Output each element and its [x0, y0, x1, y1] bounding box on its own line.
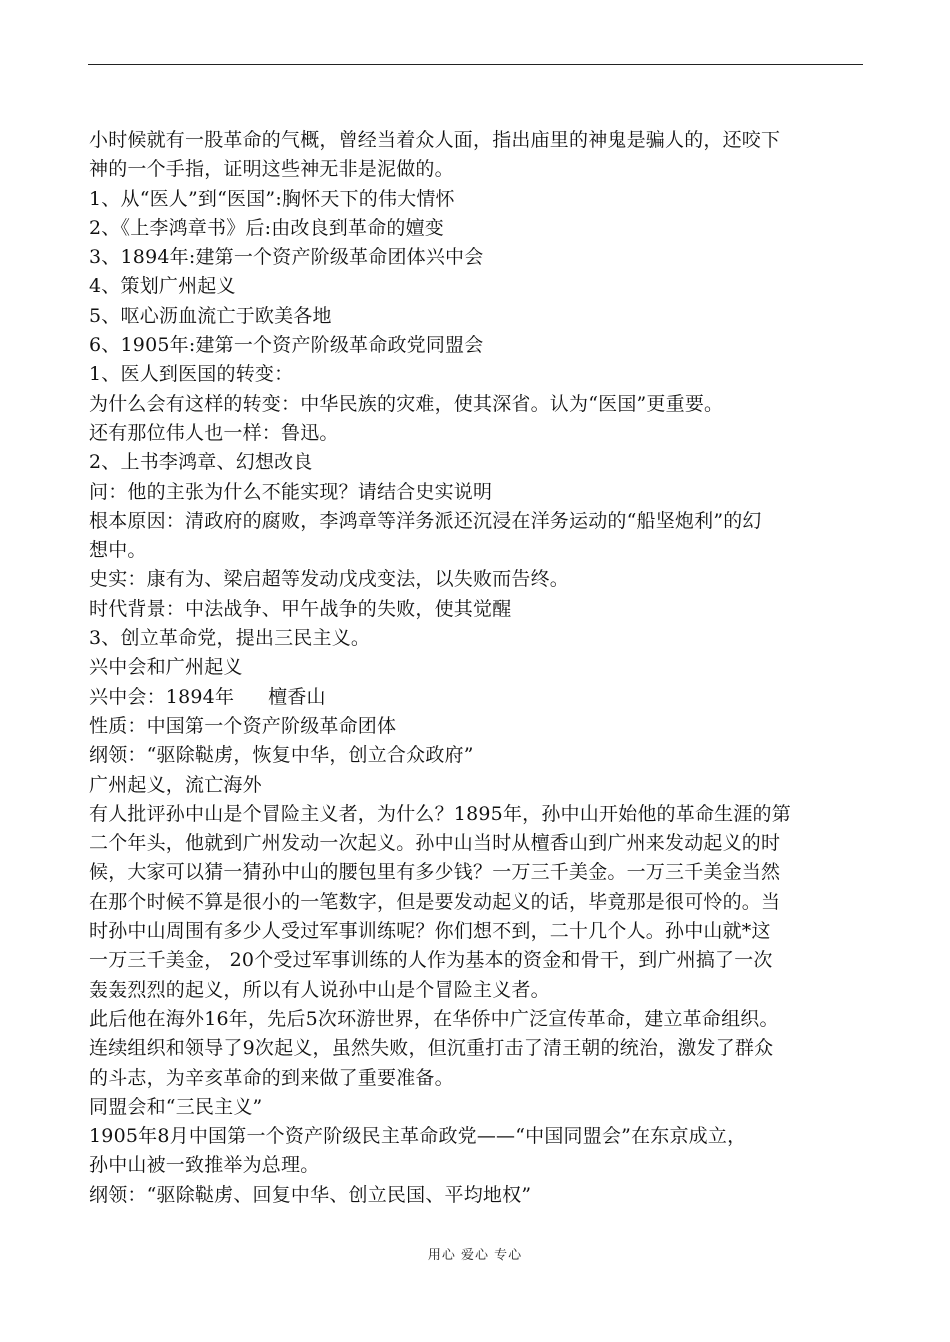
text-line: 同盟会和“三民主义” [89, 1095, 263, 1118]
text-line: 有人批评孙中山是个冒险主义者，为什么？1895年，孙中山开始他的革命生涯的第 [89, 802, 791, 825]
text-line: 史实：康有为、梁启超等发动戊戌变法，以失败而告终。 [89, 568, 570, 591]
text-line: 此后他在海外16年，先后5次环游世界，在华侨中广泛宣传革命，建立革命组织。 [89, 1007, 779, 1030]
text-line: 小时候就有一股革命的气概，曾经当着众人面，指出庙里的神鬼是骗人的，还咬下 [89, 129, 781, 151]
page-footer: 用心 爱心 专心 [427, 1248, 523, 1263]
xingzhonghui-label: 兴中会：1894年 [89, 685, 235, 708]
text-line: 根本原因：清政府的腐败，李鸿章等洋务派还沉浸在洋务运动的“船坚炮利”的幻 [89, 509, 762, 532]
text-line: 1、医人到医国的转变： [89, 363, 294, 386]
text-line: 还有那位伟人也一样：鲁迅。 [89, 421, 339, 444]
text-line: 2、上书李鸿章、幻想改良 [89, 451, 313, 474]
text-line: 3、创立革命党，提出三民主义。 [89, 627, 371, 650]
text-line: 纲领：“驱除鞑虏、回复中华、创立民国、平均地权” [89, 1183, 532, 1206]
text-line: 一万三千美金， 20个受过军事训练的人作为基本的资金和骨干，到广州搞了一次 [89, 949, 773, 972]
header-rule [88, 64, 863, 65]
text-line: 二个年头，他就到广州发动一次起义。孙中山当时从檀香山到广州来发动起义的时 [89, 832, 781, 855]
text-line: 轰轰烈烈的起义，所以有人说孙中山是个冒险主义者。 [89, 978, 550, 1001]
text-line: 4、策划广州起义 [89, 275, 236, 298]
text-line: 问：他的主张为什么不能实现？请结合史实说明 [89, 480, 493, 503]
text-line: 1、从“医人”到“医国”:胸怀天下的伟大情怀 [89, 187, 455, 210]
text-line: 6、1905年:建第一个资产阶级革命政党同盟会 [89, 334, 484, 357]
text-line: 性质：中国第一个资产阶级革命团体 [89, 714, 397, 737]
text-line: 孙中山被一致推举为总理。 [89, 1154, 320, 1177]
text-line: 在那个时候不算是很小的一笔数字，但是要发动起义的话，毕竟那是很可怜的。当 [89, 890, 781, 913]
text-line: 2、《上李鸿章书》后:由改良到革命的嬗变 [89, 216, 444, 239]
text-line: 为什么会有这样的转变：中华民族的灾难，使其深省。认为“医国”更重要。 [89, 392, 724, 415]
text-line: 纲领：“驱除鞑虏，恢复中华，创立合众政府” [89, 744, 474, 767]
text-line: 兴中会和广州起义 [89, 656, 243, 679]
text-line: 3、1894年:建第一个资产阶级革命团体兴中会 [89, 246, 484, 269]
text-line: 的斗志，为辛亥革命的到来做了重要准备。 [89, 1066, 454, 1089]
text-line: 候，大家可以猜一猜孙中山的腰包里有多少钱？一万三千美金。一万三千美金当然 [89, 861, 781, 884]
text-line: 广州起义，流亡海外 [89, 773, 262, 796]
text-line: 想中。 [89, 539, 147, 562]
xingzhonghui-place: 檀香山 [268, 685, 326, 708]
text-line: 时孙中山周围有多少人受过军事训练呢？你们想不到，二十几个人。孙中山就*这 [89, 920, 771, 943]
xingzhonghui-line [89, 683, 864, 712]
text-line: 连续组织和领导了9次起义，虽然失败，但沉重打击了清王朝的统治，激发了群众 [89, 1037, 774, 1060]
document-body [89, 126, 864, 1210]
text-line: 神的一个手指，证明这些神无非是泥做的。 [89, 158, 454, 181]
text-line: 1905年8月中国第一个资产阶级民主革命政党——“中国同盟会”在东京成立， [89, 1125, 747, 1148]
text-line: 5、呕心沥血流亡于欧美各地 [89, 304, 332, 327]
text-line: 时代背景：中法战争、甲午战争的失败，使其觉醒 [89, 597, 512, 620]
